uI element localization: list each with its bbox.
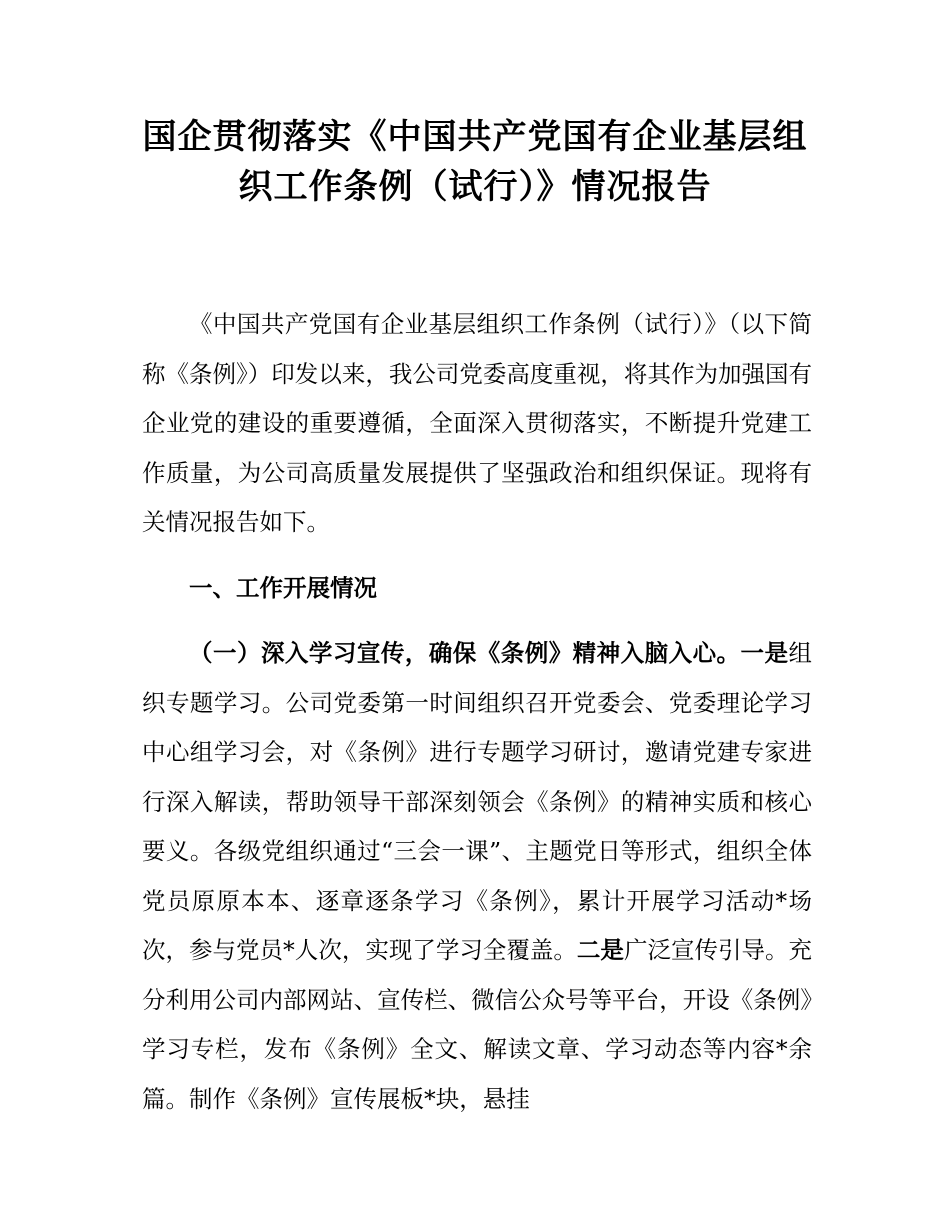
subsection-heading: （一）深入学习宣传，确保《条例》精神入脑入心。 [189,639,741,667]
document-title [100,112,850,212]
point-2-text: 广泛宣传引导。充分利用公司内部网站、宣传栏、微信公众号等平台，开设《条例》学习专栏，发布《条例》全文、解读文章、学习动态等内容*余篇。制作《条例》宣传展板*块，悬挂 [142,936,813,1113]
title-line-2: 织工作条例（试行）》情况报告 [238,167,712,207]
point-1-text: 组织专题学习。公司党委第一时间组织召开党委会、党委理论学习中心组学习会，对《条例》进行专题学习研讨，邀请党建专家进行深入解读，帮助领导干部深刻领会《条例》的精神实质和核心要义。各级党组织通过“三会一课”、主题党日等形式，组织全体党员原原本本、逐章逐条学习《条例》，累计开展学习活动*场次，参与党员*人次，实现了学习全覆盖。 [142,639,813,964]
title-line-1: 国企贯彻落实《中国共产党国有企业基层组 [142,117,808,157]
point-2-label: 二是 [576,936,624,964]
section-heading: 一、工作开展情况 [189,573,377,602]
point-1-label: 一是 [740,639,789,667]
intro-paragraph: 《中国共产党国有企业基层组织工作条例（试行）》（以下简称《条例》）印发以来，我公司党委高度重视，将其作为加强国有企业党的建设的重要遵循，全面深入贯彻落实，不断提升党建工作质量，为公司高质量发展提供了坚强政治和组织保证。现将有关情况报告如下。 [142,310,812,536]
document-body [142,300,812,1124]
subsection-paragraph [142,629,812,1124]
